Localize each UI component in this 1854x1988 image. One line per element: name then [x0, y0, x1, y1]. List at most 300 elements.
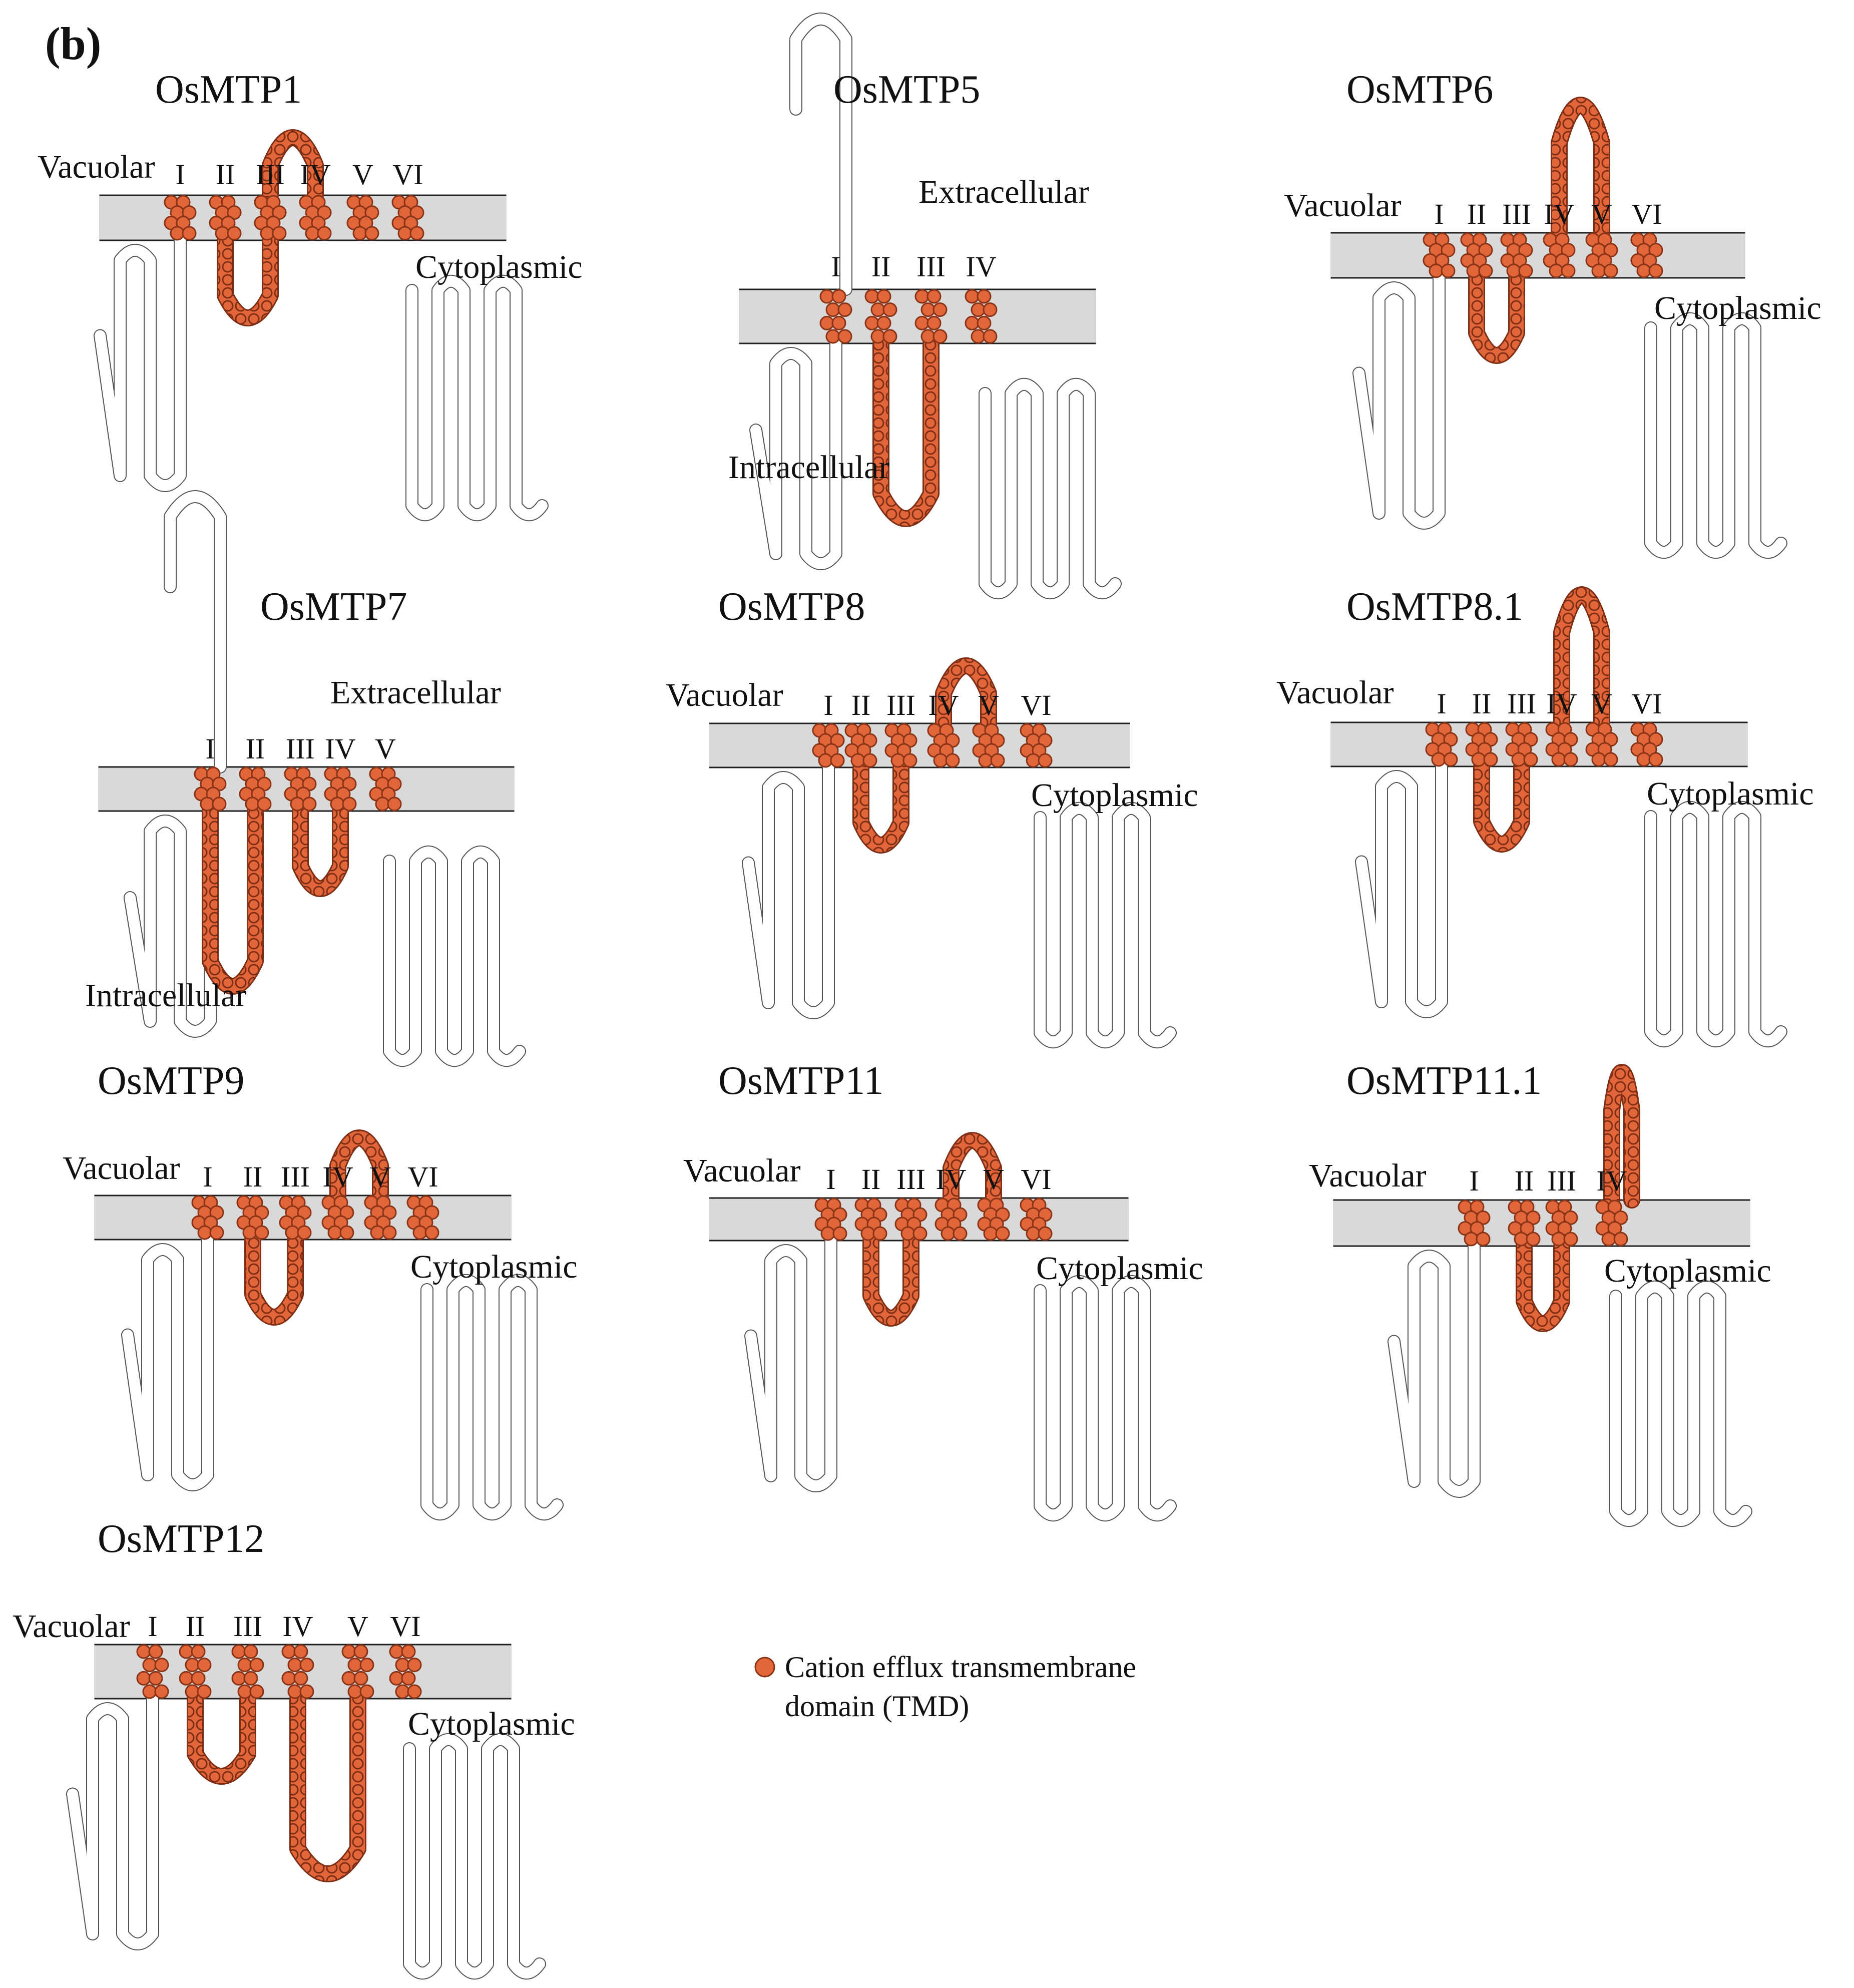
- tmd-residue: [340, 1226, 353, 1239]
- tmd-residue: [396, 1685, 409, 1698]
- tmd-residue: [238, 1685, 251, 1698]
- topology-label-top: Vacuolar: [1309, 1157, 1427, 1194]
- tmd-residue: [288, 1685, 301, 1698]
- tmd-residue: [186, 1659, 199, 1672]
- tmd-residue: [1604, 264, 1617, 277]
- tmd-residue: [137, 1672, 150, 1685]
- tm-label: V: [375, 732, 396, 765]
- extracellular-stalk-outline: [170, 497, 220, 767]
- tmd-residue: [282, 1645, 295, 1658]
- tmd-residue: [228, 227, 241, 240]
- tmd-residue: [1512, 753, 1525, 766]
- protein-name: OsMTP6: [1346, 68, 1494, 112]
- c-terminal-chain-outline: [409, 1740, 540, 1973]
- tmd-residue: [180, 1645, 193, 1658]
- panel-osmtp6: [1284, 68, 1821, 552]
- tmd-residue: [1552, 753, 1565, 766]
- tmd-residue: [865, 290, 878, 303]
- tmd-residue: [984, 303, 997, 316]
- tmd-residue: [291, 798, 304, 811]
- tmd-residue: [883, 330, 896, 343]
- extracellular-stalk: [796, 19, 846, 289]
- tm-label: VI: [390, 1610, 421, 1643]
- c-terminal-chain-outline: [389, 852, 520, 1060]
- tmd-residue: [180, 1672, 193, 1685]
- panel-osmtp5: [728, 19, 1115, 593]
- tmd-residue: [1592, 753, 1605, 766]
- tm-label: I: [148, 1610, 158, 1643]
- panel-osmtp1: [38, 68, 583, 515]
- tmd-residue: [198, 1226, 211, 1239]
- tm-label: III: [256, 158, 285, 191]
- tm-label: IV: [1596, 1164, 1627, 1197]
- tm-label: I: [1469, 1164, 1479, 1197]
- tmd-residue: [934, 303, 947, 316]
- c-terminal-chain-outline: [1040, 1282, 1170, 1515]
- tmd-residue: [328, 1226, 341, 1239]
- membrane-band: [710, 723, 1129, 767]
- topology-label-bottom: Cytoplasmic: [1647, 775, 1814, 812]
- tmd-residue: [155, 1685, 168, 1698]
- tmd-residue: [300, 1685, 313, 1698]
- tmd-residue: [942, 1227, 955, 1240]
- tmd-legend-marker: [755, 1658, 774, 1677]
- tmd-residue: [861, 1227, 874, 1240]
- tmd-residue: [192, 1672, 205, 1685]
- tmd-residue: [286, 1226, 299, 1239]
- tmd-residue: [826, 330, 839, 343]
- tmd-residue: [820, 316, 833, 329]
- tm-label: VI: [1631, 198, 1662, 230]
- tm-label: VI: [407, 1160, 438, 1193]
- tmd-residue: [192, 1645, 205, 1658]
- topology-label-top: Vacuolar: [683, 1152, 801, 1189]
- tmd-residue: [865, 316, 878, 329]
- tmd-loop-1: [225, 240, 270, 318]
- tmd-residue: [306, 227, 319, 240]
- tm-label: III: [886, 689, 915, 721]
- tmd-residue: [410, 227, 423, 240]
- tmd-residue: [1039, 754, 1052, 767]
- tmd-loop-1-outline: [881, 343, 931, 519]
- tmd-residue: [1430, 264, 1443, 277]
- tmd-residue: [1484, 753, 1497, 766]
- tm-label: V: [347, 1610, 368, 1643]
- tmd-residue: [1477, 1233, 1490, 1246]
- topology-label-bottom: Cytoplasmic: [415, 249, 583, 285]
- tmd-residue: [408, 1685, 421, 1698]
- tmd-residue: [183, 227, 196, 240]
- tmd-residue: [261, 227, 274, 240]
- tmd-residue: [921, 330, 935, 343]
- tmd-residue: [934, 330, 947, 343]
- tm-label: IV: [282, 1610, 313, 1643]
- tmd-residue: [984, 1227, 997, 1240]
- tmd-residue: [232, 1672, 245, 1685]
- protein-name: OsMTP7: [260, 585, 407, 629]
- tmd-loop-1: [1524, 1246, 1562, 1324]
- tmd-residue: [171, 227, 184, 240]
- tmd-residue: [966, 316, 979, 329]
- tm-label: III: [1507, 687, 1536, 720]
- legend-text-line2: domain (TMD): [785, 1690, 970, 1723]
- tmd-residue: [1442, 264, 1455, 277]
- tmd-residue: [398, 227, 411, 240]
- tmd-loop-2: [300, 811, 340, 889]
- n-terminal-chain: [751, 1241, 831, 1486]
- tmd-residue: [838, 303, 851, 316]
- tmd-residue: [903, 754, 916, 767]
- tmd-residue: [244, 1672, 257, 1685]
- tmd-residue: [972, 303, 985, 316]
- c-terminal-chain-outline: [412, 281, 542, 515]
- tmd-residue: [833, 1227, 846, 1240]
- tm-label: V: [1591, 687, 1612, 720]
- tm-label: III: [233, 1610, 262, 1643]
- tm-label: III: [896, 1163, 925, 1196]
- topology-label-top: Extracellular: [330, 674, 501, 711]
- tmd-residue: [901, 1227, 914, 1240]
- topology-label-top: Vacuolar: [13, 1608, 130, 1645]
- tmd-residue: [979, 754, 992, 767]
- membrane-band: [1334, 1200, 1749, 1246]
- tmd-residue: [877, 290, 890, 303]
- tmd-residue: [201, 798, 214, 811]
- n-terminal-chain: [128, 1240, 208, 1485]
- tmd-loop-1: [861, 767, 901, 845]
- tmd-loop-1: [871, 1241, 911, 1318]
- tmd-residue: [243, 1226, 256, 1239]
- tm-label: II: [1472, 687, 1492, 720]
- tmd-residue: [1507, 264, 1520, 277]
- legend-text-line1: Cation efflux transmembrane: [785, 1651, 1137, 1684]
- protein-name: OsMTP5: [833, 68, 981, 112]
- tm-label: I: [205, 732, 215, 765]
- tmd-residue: [143, 1685, 156, 1698]
- tmd-residue: [318, 227, 331, 240]
- tmd-residue: [250, 1659, 263, 1672]
- tmd-residue: [996, 1227, 1009, 1240]
- topology-label-top: Vacuolar: [1276, 674, 1394, 711]
- tm-label: II: [245, 732, 265, 765]
- tmd-residue: [1432, 753, 1445, 766]
- tmd-residue: [1564, 753, 1577, 766]
- tmd-residue: [934, 754, 947, 767]
- tm-label: I: [823, 689, 833, 721]
- tm-label: II: [1514, 1164, 1534, 1197]
- tm-label: V: [370, 1160, 391, 1193]
- tmd-residue: [198, 1659, 211, 1672]
- tmd-residue: [978, 290, 991, 303]
- topology-label-bottom: Cytoplasmic: [1036, 1250, 1203, 1287]
- tm-label: I: [203, 1160, 213, 1193]
- tmd-residue: [915, 316, 929, 329]
- tm-label: IV: [1544, 198, 1575, 230]
- tmd-residue: [348, 1685, 361, 1698]
- tmd-residue: [946, 754, 959, 767]
- tm-label: VI: [1021, 1163, 1052, 1196]
- tm-label: II: [1467, 198, 1487, 230]
- n-terminal-chain: [100, 240, 180, 486]
- topology-label-bottom: Intracellular: [728, 449, 890, 486]
- tmd-loop-1: [1477, 278, 1517, 355]
- panel-osmtp11: [683, 1059, 1203, 1515]
- tmd-residue: [966, 290, 979, 303]
- tmd-residue: [246, 798, 259, 811]
- panel-label: (b): [45, 18, 102, 69]
- tmd-residue: [288, 1659, 301, 1672]
- tmd-residue: [883, 303, 896, 316]
- tmd-residue: [402, 1672, 415, 1685]
- tm-label: IV: [322, 1160, 353, 1193]
- tmd-residue: [819, 754, 832, 767]
- n-terminal-chain: [1361, 766, 1442, 1012]
- topology-label-bottom: Intracellular: [85, 977, 247, 1014]
- tmd-residue: [1637, 753, 1650, 766]
- n-terminal-chain: [1394, 1246, 1474, 1491]
- topology-label-top: Vacuolar: [666, 677, 783, 713]
- protein-name: OsMTP8: [718, 585, 865, 629]
- tmd-residue: [137, 1645, 150, 1658]
- tm-label: III: [916, 250, 946, 283]
- tmd-residue: [294, 1672, 307, 1685]
- tmd-residue: [273, 227, 286, 240]
- tmd-residue: [826, 303, 839, 316]
- tm-label: III: [1547, 1164, 1576, 1197]
- c-terminal-chain-outline: [427, 1281, 557, 1514]
- tm-label: IV: [936, 1163, 967, 1196]
- tmd-residue: [198, 1685, 211, 1698]
- tmd-residue: [282, 1672, 295, 1685]
- protein-name: OsMTP12: [98, 1517, 265, 1561]
- tmd-residue: [143, 1659, 156, 1672]
- tmd-residue: [1564, 1233, 1577, 1246]
- tmd-residue: [978, 316, 991, 329]
- topology-label-bottom: Cytoplasmic: [408, 1706, 575, 1742]
- tmd-residue: [354, 1672, 367, 1685]
- tmd-residue: [216, 227, 229, 240]
- tmd-residue: [871, 303, 884, 316]
- tmd-residue: [954, 1227, 967, 1240]
- tmd-residue: [238, 1659, 251, 1672]
- c-terminal-chain-outline: [985, 384, 1115, 593]
- tm-label: II: [851, 689, 871, 721]
- extracellular-stalk: [170, 497, 220, 767]
- tmd-residue: [984, 330, 997, 343]
- tm-label: VI: [1631, 687, 1662, 720]
- tmd-residue: [1592, 264, 1605, 277]
- tmd-residue: [155, 1659, 168, 1672]
- topology-label-top: Vacuolar: [63, 1150, 180, 1186]
- tmd-loop-2-outline: [298, 1699, 358, 1874]
- tmd-residue: [343, 798, 356, 811]
- tm-label: VI: [392, 158, 423, 191]
- panel-osmtp8-1: [1276, 585, 1814, 1041]
- tmd-residue: [360, 1659, 373, 1672]
- tmd-residue: [831, 754, 844, 767]
- panel-osmtp7: [85, 497, 520, 1060]
- protein-name: OsMTP11.1: [1346, 1059, 1542, 1103]
- tmd-residue: [383, 1226, 396, 1239]
- tmd-residue: [915, 290, 929, 303]
- tmd-residue: [210, 1226, 223, 1239]
- tm-label: II: [871, 250, 891, 283]
- tmd-residue: [972, 330, 985, 343]
- tm-label: II: [243, 1160, 263, 1193]
- tm-label: III: [286, 732, 315, 765]
- tmd-residue: [1649, 264, 1662, 277]
- tmd-residue: [821, 1227, 834, 1240]
- tmd-residue: [149, 1672, 162, 1685]
- tmd-residue: [413, 1226, 426, 1239]
- membrane-band: [1331, 233, 1744, 278]
- tm-label: IV: [966, 250, 997, 283]
- tmd-residue: [891, 754, 904, 767]
- tmd-residue: [232, 1645, 245, 1658]
- extracellular-stalk-outline: [796, 19, 846, 289]
- panel-osmtp8: [666, 585, 1198, 1042]
- tmd-residue: [250, 1685, 263, 1698]
- tmd-residue: [1444, 753, 1457, 766]
- tmd-residue: [294, 1645, 307, 1658]
- tmd-residue: [371, 1226, 384, 1239]
- tmd-residue: [388, 798, 401, 811]
- tmd-residue: [873, 1227, 886, 1240]
- topology-label-top: Vacuolar: [38, 149, 155, 185]
- tmd-residue: [820, 290, 833, 303]
- panel-osmtp11-1: [1309, 1059, 1771, 1520]
- topology-label-top: Vacuolar: [1284, 187, 1402, 224]
- tmd-residue: [390, 1672, 403, 1685]
- c-terminal-chain-outline: [1651, 808, 1781, 1041]
- tmd-residue: [258, 798, 271, 811]
- tm-label: V: [983, 1163, 1004, 1196]
- topology-label-bottom: Cytoplasmic: [1031, 777, 1198, 814]
- membrane-band: [1331, 722, 1747, 766]
- tmd-residue: [921, 303, 935, 316]
- tm-label: I: [175, 158, 185, 191]
- tm-label: I: [1437, 687, 1447, 720]
- tmd-residue: [1637, 264, 1650, 277]
- n-terminal-chain: [748, 767, 828, 1013]
- tmd-residue: [1524, 753, 1537, 766]
- topology-label-bottom: Cytoplasmic: [410, 1249, 578, 1285]
- tm-label: VI: [1021, 689, 1052, 721]
- tmd-residue: [1467, 264, 1480, 277]
- c-terminal-chain-outline: [1616, 1287, 1746, 1520]
- tmd-residue: [1550, 264, 1563, 277]
- tmd-residue: [390, 1645, 403, 1658]
- tmd-residue: [342, 1672, 355, 1685]
- tmd-residue: [353, 227, 366, 240]
- tmd-residue: [149, 1645, 162, 1658]
- tmd-residue: [408, 1659, 421, 1672]
- tmd-loop-1: [210, 811, 255, 986]
- topology-label-top: Extracellular: [918, 174, 1089, 210]
- tmd-residue: [1562, 264, 1575, 277]
- tmd-residue: [1649, 753, 1662, 766]
- tm-label: V: [352, 158, 373, 191]
- protein-name: OsMTP9: [98, 1059, 245, 1103]
- tmd-residue: [331, 798, 344, 811]
- tm-label: IV: [928, 689, 959, 721]
- topology-label-bottom: Cytoplasmic: [1604, 1253, 1771, 1289]
- tmd-residue: [832, 290, 845, 303]
- tm-label: II: [215, 158, 235, 191]
- protein-name: OsMTP1: [155, 68, 302, 112]
- tmd-residue: [1614, 1233, 1627, 1246]
- tmd-residue: [396, 1659, 409, 1672]
- tmd-residue: [1027, 1227, 1040, 1240]
- tm-label: I: [831, 250, 841, 283]
- tmd-residue: [1552, 1233, 1565, 1246]
- tmd-residue: [1027, 754, 1040, 767]
- tmd-residue: [877, 316, 890, 329]
- tmd-residue: [255, 1226, 268, 1239]
- topology-label-bottom: Cytoplasmic: [1654, 290, 1821, 326]
- tm-label: II: [185, 1610, 205, 1643]
- tmd-residue: [1465, 1233, 1478, 1246]
- n-terminal-chain: [1359, 278, 1439, 523]
- tmd-residue: [851, 754, 864, 767]
- tm-label: IV: [325, 732, 356, 765]
- tmd-residue: [1604, 753, 1617, 766]
- tm-label: III: [1502, 198, 1531, 230]
- tm-label: V: [978, 689, 999, 721]
- tmd-residue: [1602, 1233, 1615, 1246]
- tmd-residue: [928, 290, 941, 303]
- tmd-residue: [1472, 753, 1485, 766]
- panel-osmtp12: [13, 1517, 575, 1973]
- tmd-residue: [863, 754, 876, 767]
- tmd-residue: [928, 316, 941, 329]
- tmd-loop-1: [1482, 766, 1522, 844]
- tmd-residue: [1527, 1233, 1540, 1246]
- tmd-residue: [913, 1227, 926, 1240]
- tm-label: I: [826, 1163, 836, 1196]
- tmd-residue: [342, 1645, 355, 1658]
- protein-name: OsMTP8.1: [1346, 585, 1524, 629]
- tmd-loop-1: [253, 1240, 295, 1317]
- tm-label: V: [1591, 198, 1612, 230]
- tmd-residue: [186, 1685, 199, 1698]
- tmd-residue: [425, 1226, 438, 1239]
- n-terminal-chain: [73, 1699, 153, 1944]
- c-terminal-chain-outline: [1040, 809, 1170, 1042]
- tm-label: IV: [300, 158, 331, 191]
- c-terminal-chain-outline: [1651, 319, 1781, 552]
- tmd-residue: [871, 330, 884, 343]
- tmd-residue: [1519, 264, 1532, 277]
- tmd-residue: [402, 1645, 415, 1658]
- tm-label: I: [1434, 198, 1444, 230]
- tmd-residue: [244, 1645, 257, 1658]
- tmd-residue: [838, 330, 851, 343]
- tm-label: III: [281, 1160, 310, 1193]
- tmd-residue: [365, 227, 378, 240]
- tmd-residue: [1515, 1233, 1528, 1246]
- tmd-residue: [213, 798, 226, 811]
- panel-osmtp9: [63, 1059, 578, 1514]
- tmd-residue: [360, 1685, 373, 1698]
- tmd-residue: [354, 1645, 367, 1658]
- tmd-residue: [300, 1659, 313, 1672]
- tmd-residue: [303, 798, 316, 811]
- tmd-residue: [1039, 1227, 1052, 1240]
- tmd-residue: [991, 754, 1004, 767]
- legend: [755, 1651, 1136, 1723]
- tm-label: II: [861, 1163, 881, 1196]
